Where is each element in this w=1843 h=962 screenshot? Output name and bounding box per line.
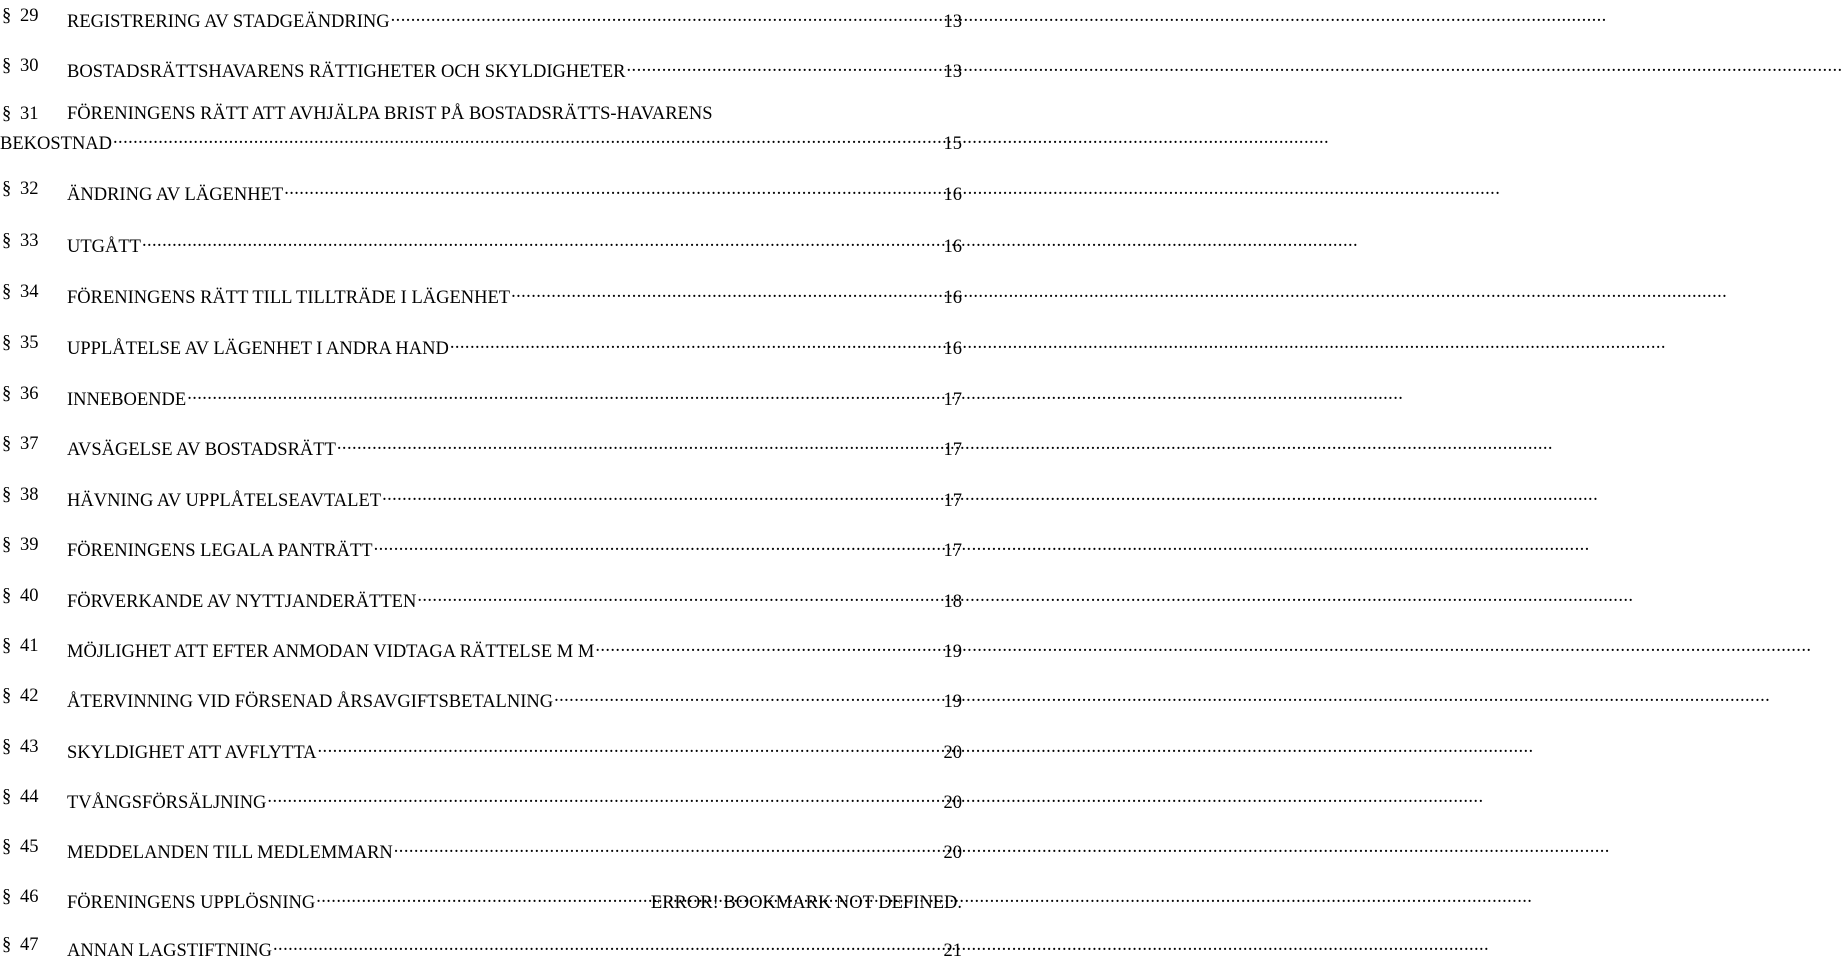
toc-entry-title: FÖRENINGENS UPPLÖSNING	[67, 893, 316, 913]
section-symbol: §	[2, 935, 12, 955]
toc-entry-page: 19	[943, 692, 962, 712]
dot-leader	[382, 484, 942, 506]
toc-entry-title: ÄNDRING AV LÄGENHET	[67, 185, 284, 205]
toc-entry-page: 20	[943, 793, 962, 813]
toc-entry-page: 17	[943, 390, 962, 410]
toc-entry-39[interactable]	[0, 534, 962, 561]
section-symbol: §	[2, 636, 12, 656]
toc-entry-title-continuation: BEKOSTNAD	[0, 134, 113, 154]
toc-entry-40[interactable]	[0, 585, 962, 612]
toc-entry-number: 41	[20, 636, 39, 656]
section-symbol: §	[2, 586, 12, 606]
dot-leader	[318, 736, 943, 758]
toc-entry-page: 16	[943, 339, 962, 359]
toc-entry-page: 19	[943, 642, 962, 662]
toc-entry-30[interactable]	[0, 55, 962, 82]
section-symbol: §	[2, 384, 12, 404]
toc-entry-page: 16	[943, 288, 962, 308]
toc-entry-page: 18	[943, 592, 962, 612]
toc-entry-42[interactable]	[0, 685, 962, 712]
toc-entry-title: SKYLDIGHET ATT AVFLYTTA	[67, 743, 317, 763]
toc-entry-page: 15	[943, 134, 962, 154]
toc-entry-number: 45	[20, 837, 39, 857]
dot-leader	[554, 685, 942, 707]
toc-entry-title: MÖJLIGHET ATT EFTER ANMODAN VIDTAGA RÄTTELSE M M	[67, 642, 595, 662]
section-symbol: §	[2, 535, 12, 555]
toc-entry-number: 36	[20, 384, 39, 404]
toc-entry-title: AVSÄGELSE AV BOSTADSRÄTT	[67, 440, 336, 460]
dot-leader	[627, 55, 943, 77]
toc-entry-31[interactable]	[0, 103, 962, 154]
section-symbol: §	[2, 737, 12, 757]
toc-entry-title: UPPLÅTELSE AV LÄGENHET I ANDRA HAND	[67, 339, 449, 359]
toc-entry-number: 38	[20, 485, 39, 505]
toc-entry-number: 29	[20, 6, 39, 26]
dot-leader	[273, 934, 942, 956]
toc-entry-34[interactable]	[0, 281, 962, 308]
toc-entry-page: 20	[943, 743, 962, 763]
toc-entry-title: ÅTERVINNING VID FÖRSENAD ÅRSAVGIFTSBETALNING	[67, 692, 554, 712]
toc-entry-36[interactable]	[0, 383, 962, 410]
section-symbol: §	[2, 686, 12, 706]
toc-entry-43[interactable]	[0, 736, 962, 763]
toc-entry-number: 39	[20, 535, 39, 555]
toc-entry-number: 34	[20, 282, 39, 302]
toc-entry-number: 31	[20, 104, 39, 124]
toc-entry-number: 43	[20, 737, 39, 757]
dot-leader	[337, 433, 943, 455]
toc-entry-44[interactable]	[0, 786, 962, 813]
toc-entry-32[interactable]	[0, 178, 962, 205]
dot-leader	[374, 534, 943, 556]
toc-entry-46[interactable]	[0, 886, 962, 913]
section-symbol: §	[2, 179, 12, 199]
toc-entry-45[interactable]	[0, 836, 962, 863]
toc-entry-title: FÖRVERKANDE AV NYTTJANDERÄTTEN	[67, 592, 417, 612]
toc-entry-title: REGISTRERING AV STADGEÄNDRING	[67, 12, 390, 32]
toc-entry-number: 32	[20, 179, 39, 199]
dot-leader	[142, 230, 943, 252]
toc-entry-page: 17	[943, 440, 962, 460]
section-symbol: §	[2, 887, 12, 907]
toc-entry-title: FÖRENINGENS LEGALA PANTRÄTT	[67, 541, 373, 561]
toc-entry-29[interactable]	[0, 5, 962, 32]
toc-entry-page: 13	[943, 12, 962, 32]
toc-entry-number: 40	[20, 586, 39, 606]
toc-entry-title: MEDDELANDEN TILL MEDLEMMARN	[67, 843, 393, 863]
section-symbol: §	[2, 6, 12, 26]
toc-entry-47[interactable]	[0, 934, 962, 961]
toc-entry-page: 17	[943, 541, 962, 561]
section-symbol: §	[2, 333, 12, 353]
toc-entry-35[interactable]	[0, 332, 962, 359]
section-symbol: §	[2, 104, 12, 124]
toc-entry-38[interactable]	[0, 484, 962, 511]
toc-entry-number: 33	[20, 231, 39, 251]
dot-leader	[394, 836, 943, 858]
toc-entry-37[interactable]	[0, 433, 962, 460]
toc-entry-title: UTGÅTT	[67, 237, 141, 257]
toc-entry-number: 37	[20, 434, 39, 454]
toc-entry-number: 35	[20, 333, 39, 353]
dot-leader	[391, 5, 943, 27]
toc-entry-title: TVÅNGSFÖRSÄLJNING	[67, 793, 267, 813]
dot-leader	[417, 585, 942, 607]
toc-entry-page: 16	[943, 237, 962, 257]
toc-entry-number: 46	[20, 887, 39, 907]
toc-entry-number: 42	[20, 686, 39, 706]
toc-entry-number: 44	[20, 787, 39, 807]
dot-leader	[267, 786, 942, 808]
toc-entry-page: 16	[943, 185, 962, 205]
toc-entry-page: ERROR! BOOKMARK NOT DEFINED.	[650, 893, 962, 913]
section-symbol: §	[2, 787, 12, 807]
toc-entry-title: FÖRENINGENS RÄTT ATT AVHJÄLPA BRIST PÅ BOSTADSRÄTTS-HAVARENS	[67, 104, 713, 124]
toc-entry-number: 47	[20, 935, 39, 955]
section-symbol: §	[2, 837, 12, 857]
toc-entry-title: ANNAN LAGSTIFTNING	[67, 941, 273, 961]
toc-entry-title: HÄVNING AV UPPLÅTELSEAVTALET	[67, 491, 382, 511]
toc-entry-title: INNEBOENDE	[67, 390, 187, 410]
dot-leader	[450, 332, 943, 354]
dot-leader	[187, 383, 942, 405]
section-symbol: §	[2, 56, 12, 76]
toc-entry-page: 17	[943, 491, 962, 511]
toc-entry-title: FÖRENINGENS RÄTT TILL TILLTRÄDE I LÄGENHET	[67, 288, 511, 308]
section-symbol: §	[2, 231, 12, 251]
toc-entry-page: 20	[943, 843, 962, 863]
toc-entry-number: 30	[20, 56, 39, 76]
section-symbol: §	[2, 434, 12, 454]
section-symbol: §	[2, 282, 12, 302]
dot-leader	[284, 178, 942, 200]
dot-leader	[511, 281, 942, 303]
toc-entry-page: 13	[943, 62, 962, 82]
toc-entry-page: 21	[943, 941, 962, 961]
toc-entry-title: BOSTADSRÄTTSHAVARENS RÄTTIGHETER OCH SKYLDIGHETER	[67, 62, 626, 82]
dot-leader	[595, 635, 942, 657]
toc-entry-41[interactable]	[0, 635, 962, 662]
section-symbol: §	[2, 485, 12, 505]
toc-entry-33[interactable]	[0, 230, 962, 257]
dot-leader	[113, 127, 942, 149]
dot-leader	[316, 886, 650, 908]
